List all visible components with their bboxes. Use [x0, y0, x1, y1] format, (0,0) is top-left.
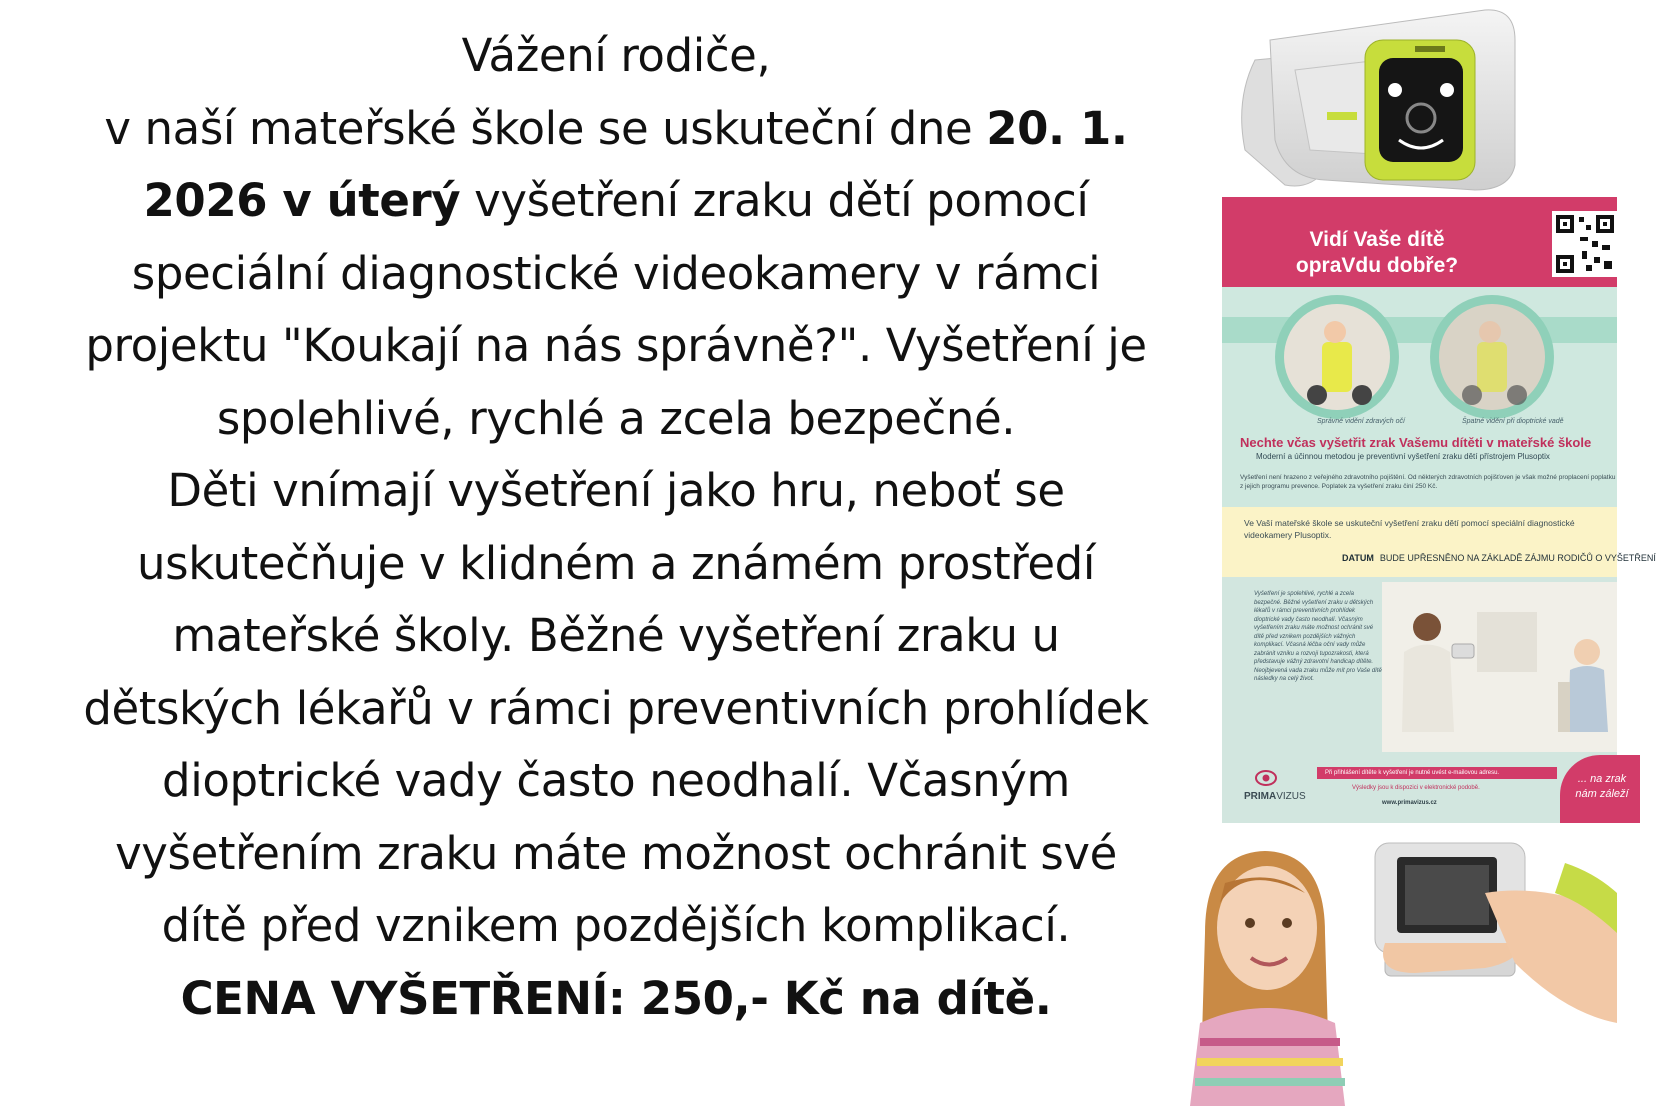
poster-bullets: Vyšetření je spolehlivé, rychlé a zcela bezpečné. Běžné vyšetření zraku u dětských lékařů v rámci preventivních prohlídek dioptrické vady často neodhalí. Včasným vyšetřením zraku máte možnost ochránit své dítě před vznikem pozdějších vážných komplikací. Včasná léčba oční vady může zabránit vzniku a rozvoji tupozrakosti, která představuje vážný zdravotní handicap dítěte. Neojbjevená vada zraku může mít pro Vaše dítě následky na celý život. [1254, 591, 1382, 682]
poster-datum: DATUM BUDE UPŘESNĚNO NA ZÁKLADĚ ZÁJMU RODIČŮ O VYŠETŘENÍ [1342, 553, 1656, 563]
primavizus-poster [1222, 197, 1656, 823]
letter-line-8: uskutečňuje v klidném a známém prostředí [137, 536, 1095, 590]
letter-line-13: dítě před vznikem pozdějších komplikací. [161, 899, 1071, 952]
date-highlight-2: 2026 v úterý [143, 174, 461, 227]
letter-line-11: dioptrické vady často neodhalí. Včasným [162, 754, 1070, 807]
screening-photo [1382, 582, 1617, 752]
glasses-illustration [1222, 287, 1617, 422]
letter-line-4: speciální diagnostické videokamery v rámci [131, 246, 1101, 300]
vision-screener-illustration [1215, 0, 1617, 200]
poster-subline: Moderní a účinnou metodou je preventivní vyšetření zraku dětí přístrojem Plusoptix [1256, 452, 1550, 461]
letter-line-6: spolehlivé, rychlé a zcela bezpečné. [216, 391, 1016, 445]
poster-results-notice: Výsledky jsou k dispozici v elektronické podobě. [1352, 785, 1480, 791]
primavizus-logo: PRIMAVIZUS [1244, 791, 1306, 802]
letter-line-2: v naší mateřské škole se uskuteční dne 20. 1. [104, 101, 1128, 155]
poster-info-text: Ve Vaší mateřské škole se uskuteční vyšetření zraku dětí pomocí speciální diagnostické videokamery Plusoptix. [1244, 518, 1575, 540]
poster-title: Vidí Vaše dítě opraVdu dobře? [1295, 228, 1459, 277]
date-highlight: 20. 1. [986, 101, 1128, 155]
greeting: Vážení rodiče, [461, 29, 771, 82]
poster-corner-text: ... na zrak nám záleží [1575, 773, 1629, 800]
vision-screener-device-image [1215, 0, 1617, 200]
caption-poor-vision: Špatné vidění při dioptrické vadě [1462, 418, 1564, 425]
poster-website: www.primavizus.cz [1382, 800, 1437, 806]
caption-correct-vision: Správné vidění zdravých očí [1317, 418, 1405, 425]
eye-logo-icon [1255, 767, 1277, 789]
poster-headline: Nechte včas vyšetřit zrak Vašemu dítěti v mateřské škole [1240, 435, 1592, 450]
poster-email-notice: Při přihlášení dítěte k vyšetření je nutné uvést e-mailovou adresu. [1317, 767, 1557, 779]
letter-line-12: vyšetřením zraku máte možnost ochránit své [115, 826, 1117, 880]
price-line: CENA VYŠETŘENÍ: 250,- Kč na dítě. [180, 971, 1052, 1025]
poster-note: Vyšetření není hrazeno z veřejného zdravotního pojištění. Od některých zdravotních pojišťoven je však možné proplacení poplatku z jejich programu prevence. Poplatek za vyšetření zraku činí 250 Kč. [1240, 474, 1616, 490]
letter-line-3: 2026 v úterý vyšetření zraku dětí pomocí [143, 174, 1089, 227]
letter-text [0, 20, 1232, 1035]
child-with-device-illustration [1185, 823, 1617, 1106]
letter-line-7: Děti vnímají vyšetření jako hru, neboť se [167, 464, 1065, 517]
letter-line-10: dětských lékařů v rámci preventivních prohlídek [83, 681, 1149, 735]
letter-line-5: projektu "Koukají na nás správně?". Vyšetření je [85, 319, 1147, 372]
child-screening-photo [1185, 823, 1617, 1106]
qr-code-icon [1552, 211, 1618, 277]
letter-line-9: mateřské školy. Běžné vyšetření zraku u [172, 609, 1060, 662]
